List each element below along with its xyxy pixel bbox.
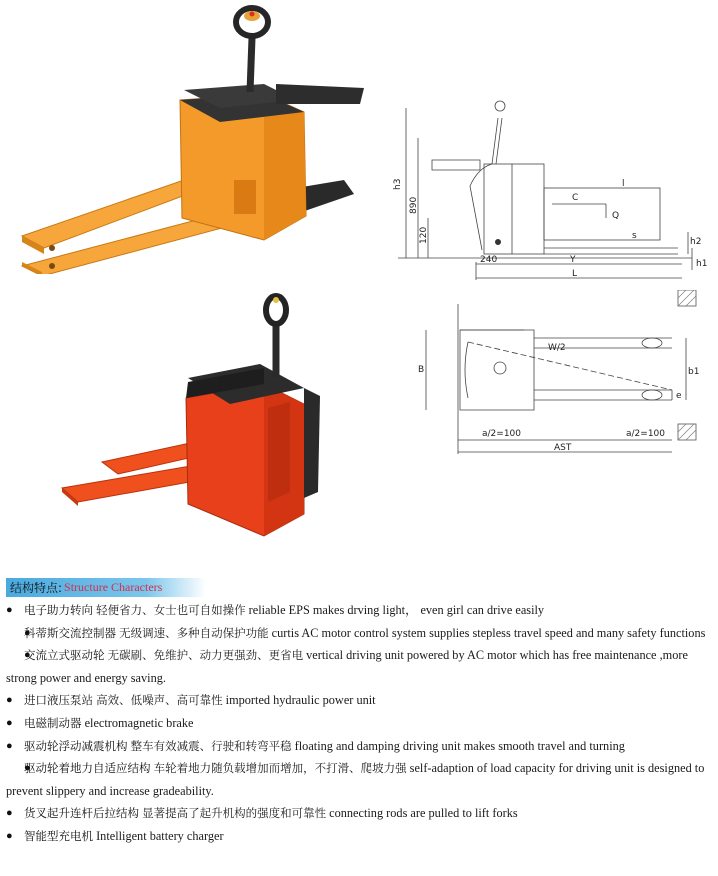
feature-item bbox=[6, 757, 714, 802]
label-b1: b1 bbox=[688, 367, 700, 377]
feature-item bbox=[6, 622, 714, 645]
side-view-dimension-drawing bbox=[392, 98, 712, 288]
features-list bbox=[6, 599, 714, 848]
label-a-half-right: a/2=100 bbox=[626, 429, 665, 439]
feature-title-zh: 交流立式驱动轮 bbox=[24, 648, 105, 663]
feature-title-zh: 驱动轮浮动减震机构 bbox=[24, 738, 128, 753]
orange-pallet-truck-image bbox=[14, 4, 374, 274]
feature-desc-en: curtis AC motor control system supplies stepless travel speed and many safety functions bbox=[271, 625, 706, 640]
label-h1: h1 bbox=[696, 259, 708, 269]
feature-desc-en: reliable EPS makes drving light， even girl can drive easily bbox=[248, 603, 545, 617]
label-120: 120 bbox=[419, 226, 429, 244]
feature-desc-zh: 整车有效减震、行驶和转弯平稳 bbox=[130, 738, 292, 753]
feature-title-zh: 电子助力转向 bbox=[24, 603, 93, 617]
feature-desc-zh: 无碳刷、免维护、动力更强劲、更省电 bbox=[107, 648, 304, 663]
section-header bbox=[6, 578, 206, 597]
feature-desc-en: Intelligent battery charger bbox=[96, 828, 224, 843]
label-q: Q bbox=[612, 211, 620, 221]
feature-title-zh: 智能型充电机 bbox=[24, 828, 93, 843]
label-s: s bbox=[632, 231, 637, 241]
feature-desc-zh: 高效、低噪声、高可靠性 bbox=[96, 693, 223, 708]
feature-desc-en: imported hydraulic power unit bbox=[225, 693, 376, 708]
feature-item bbox=[6, 735, 714, 758]
top-view-dimension-drawing bbox=[404, 290, 710, 462]
feature-title-zh: 驱动轮着地力自适应结构 bbox=[24, 761, 151, 776]
feature-desc-en: floating and damping driving unit makes smooth travel and turning bbox=[294, 738, 625, 753]
feature-item bbox=[6, 599, 714, 622]
label-l: L bbox=[572, 269, 578, 279]
feature-title-zh: 科蒂斯交流控制器 bbox=[24, 625, 116, 640]
feature-title-zh: 电磁制动器 bbox=[24, 715, 82, 730]
label-h2: h2 bbox=[690, 237, 702, 247]
label-w-half: W/2 bbox=[548, 343, 566, 353]
feature-desc-zh: 轻便省力、女士也可自如操作 bbox=[96, 603, 246, 617]
label-c: C bbox=[572, 193, 579, 203]
label-ast: AST bbox=[554, 443, 572, 453]
feature-item bbox=[6, 644, 714, 689]
section-title-zh: 结构特点: bbox=[10, 581, 63, 595]
label-l-lower: l bbox=[622, 179, 625, 189]
section-title-en: Structure Characters bbox=[64, 580, 163, 594]
feature-item bbox=[6, 689, 714, 712]
feature-desc-zh: 无级调速、多种自动保护功能 bbox=[119, 625, 269, 640]
label-a-half-left: a/2=100 bbox=[482, 429, 521, 439]
label-890: 890 bbox=[409, 196, 419, 214]
feature-desc-zh: 车轮着地力随负载增加而增加，不打滑、爬坡力强 bbox=[153, 761, 407, 776]
feature-title-zh: 进口液压泵站 bbox=[24, 693, 93, 708]
label-b: B bbox=[418, 365, 425, 375]
feature-desc-zh: 显著提高了起升机构的强度和可靠性 bbox=[142, 806, 327, 821]
feature-item bbox=[6, 825, 714, 848]
label-h3: h3 bbox=[393, 178, 403, 190]
feature-desc-en: vertical driving unit powered by AC motor which has free maintenance ,more strong power and energy saving. bbox=[6, 648, 688, 685]
feature-desc-en: electromagnetic brake bbox=[84, 715, 194, 730]
label-y: Y bbox=[570, 255, 576, 265]
feature-item bbox=[6, 712, 714, 735]
label-e: e bbox=[676, 391, 682, 401]
label-240: 240 bbox=[480, 255, 498, 265]
feature-desc-en: self-adaption of load capacity for driving unit is designed to prevent slippery and increase gradeability. bbox=[6, 761, 705, 798]
feature-item bbox=[6, 802, 714, 825]
feature-title-zh: 货叉起升连杆后拉结构 bbox=[24, 806, 139, 821]
feature-desc-en: connecting rods are pulled to lift forks bbox=[329, 806, 518, 821]
red-pallet-truck-image bbox=[54, 292, 344, 538]
